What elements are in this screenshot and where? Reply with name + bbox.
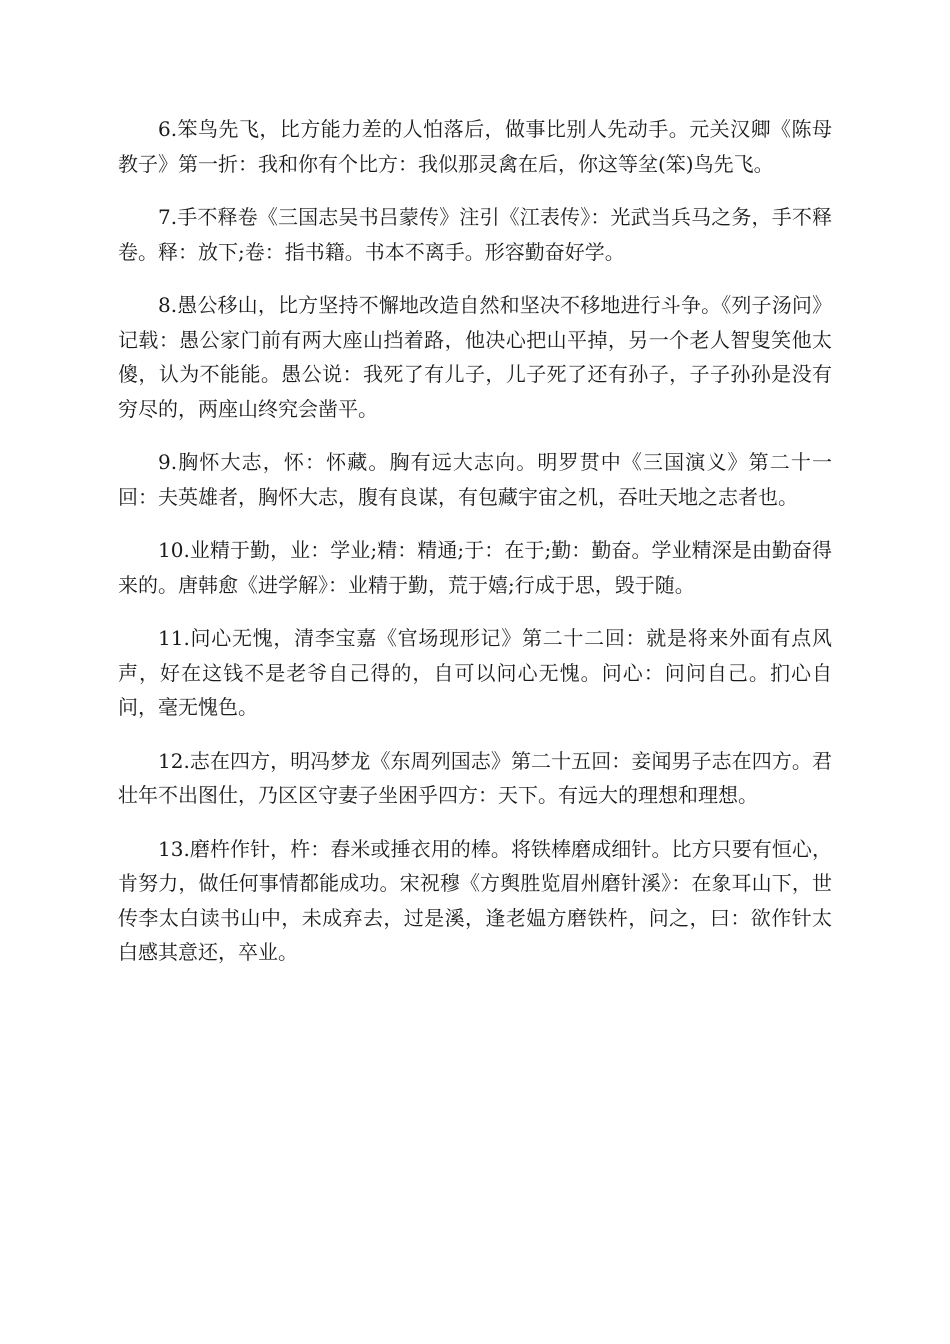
idiom-paragraph-12: 12.志在四方，明冯梦龙《东周列国志》第二十五回：妾闻男子志在四方。君壮年不出图仕，乃区区守妻子坐困乎四方：天下。有远大的理想和理想。 (118, 748, 832, 807)
idiom-paragraph-10: 10.业精于勤，业：学业;精：精通;于：在于;勤：勤奋。学业精深是由勤奋得来的。唐韩愈《进学解》：业精于勤，荒于嬉;行成于思，毁于随。 (118, 538, 832, 597)
idiom-paragraph-13: 13.磨杵作针，杵：舂米或捶衣用的棒。将铁棒磨成细针。比方只要有恒心，肯努力，做任何事情都能成功。宋祝穆《方舆胜览眉州磨针溪》：在象耳山下，世传李太白读书山中，未成弃去，过是溪，逢老媪方磨铁杵，问之，曰：欲作针太白感其意还，卒业。 (118, 836, 832, 964)
idiom-paragraph-11: 11.问心无愧，清李宝嘉《官场现形记》第二十二回：就是将来外面有点风声，好在这钱不是老爷自己得的，自可以问心无愧。问心：问问自己。扪心自问，毫无愧色。 (118, 626, 832, 719)
idiom-paragraph-7: 7.手不释卷《三国志吴书吕蒙传》注引《江表传》：光武当兵马之务，手不释卷。释：放下;卷：指书籍。书本不离手。形容勤奋好学。 (118, 205, 832, 264)
document-body (118, 112, 832, 989)
idiom-paragraph-8: 8.愚公移山，比方坚持不懈地改造自然和坚决不移地进行斗争。《列子汤问》记载：愚公家门前有两大座山挡着路，他决心把山平掉，另一个老人智叟笑他太傻，认为不能能。愚公说：我死了有儿子，儿子死了还有孙子，子子孙孙是没有穷尽的，两座山终究会凿平。 (118, 293, 832, 421)
idiom-paragraph-6: 6.笨鸟先飞，比方能力差的人怕落后，做事比别人先动手。元关汉卿《陈母教子》第一折：我和你有个比方：我似那灵禽在后，你这等坌(笨)鸟先飞。 (118, 117, 832, 176)
idiom-paragraph-9: 9.胸怀大志，怀：怀藏。胸有远大志向。明罗贯中《三国演义》第二十一回：夫英雄者，胸怀大志，腹有良谋，有包藏宇宙之机，吞吐天地之志者也。 (118, 450, 832, 509)
